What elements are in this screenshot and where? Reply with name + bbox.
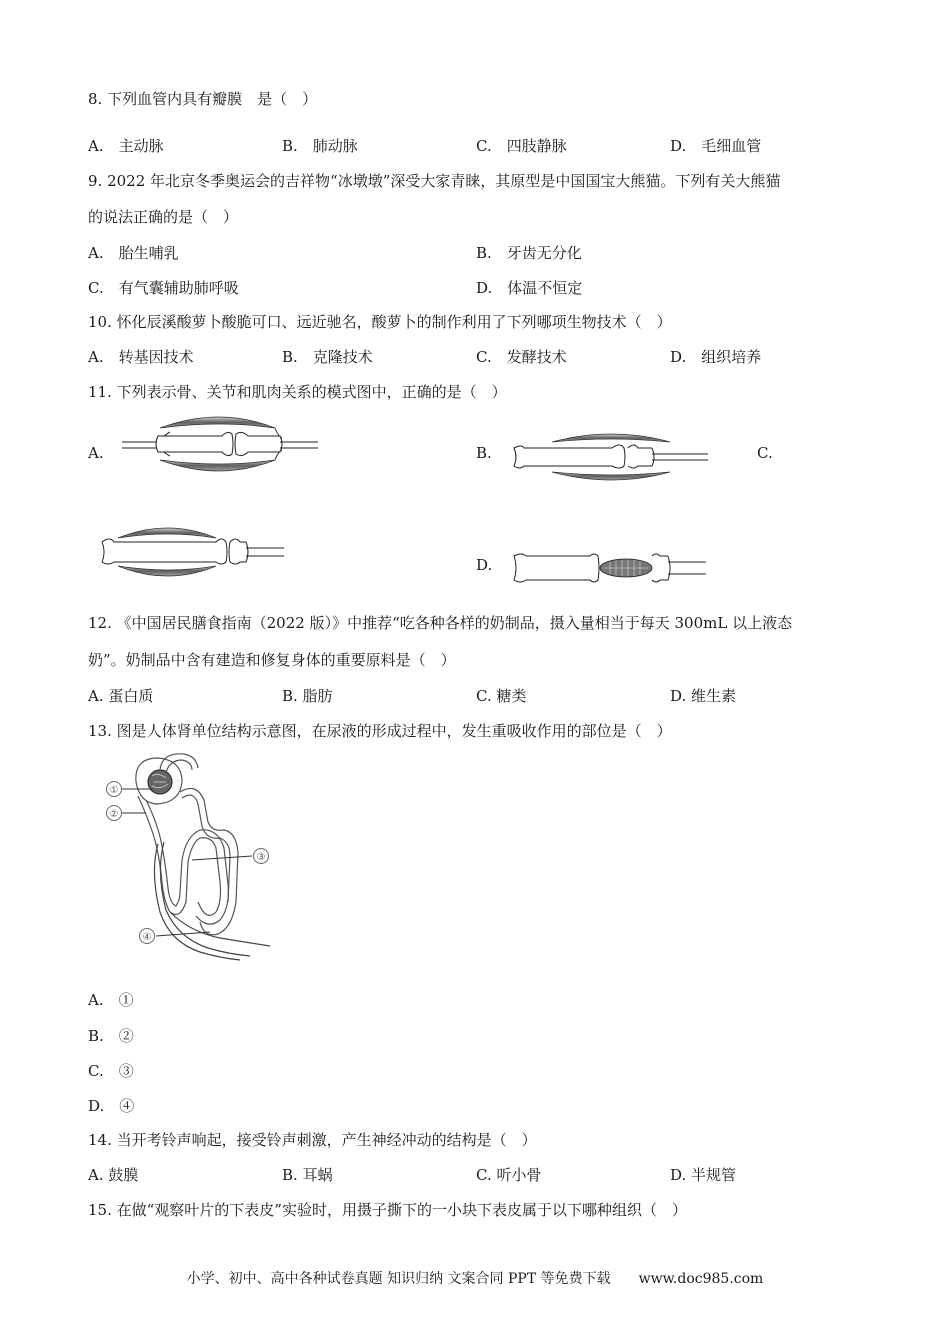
question-13-stem: 13. 图是人体肾单位结构示意图，在尿液的形成过程中，发生重吸收作用的部位是（ ） [88, 722, 672, 740]
muscle-diagram-b [512, 430, 712, 486]
nephron-label-4: ④ [142, 932, 152, 943]
q13-option-d[interactable]: D. ④ [88, 1097, 135, 1115]
q12-option-c[interactable]: C. 糖类 [476, 687, 527, 705]
q9-option-b[interactable]: B. 牙齿无分化 [476, 244, 582, 262]
q11-option-d[interactable]: D. [476, 556, 493, 574]
question-11-stem: 11. 下列表示骨、关节和肌肉关系的模式图中，正确的是（ ） [88, 383, 507, 401]
muscle-diagram-a [120, 412, 320, 474]
q14-option-b[interactable]: B. 耳蜗 [282, 1166, 333, 1184]
q10-option-b[interactable]: B. 克隆技术 [282, 348, 373, 366]
question-9-stem-line1: 9. 2022 年北京冬季奥运会的吉祥物“冰墩墩”深受大家青睐，其原型是中国国宝大熊猫。下列有关大熊猫 [88, 172, 781, 190]
q11-option-b[interactable]: B. [476, 444, 492, 462]
q14-option-a[interactable]: A. 鼓膜 [88, 1166, 139, 1184]
q8-option-b[interactable]: B. 肺动脉 [282, 137, 358, 155]
q8-option-c[interactable]: C. 四肢静脉 [476, 137, 567, 155]
question-10-stem: 10. 怀化辰溪酸萝卜酸脆可口、远近驰名，酸萝卜的制作利用了下列哪项生物技术（ ） [88, 313, 672, 331]
q10-option-a[interactable]: A. 转基因技术 [88, 348, 194, 366]
q12-option-b[interactable]: B. 脂肪 [282, 687, 333, 705]
question-8-stem: 8. 下列血管内具有瓣膜 是（ ） [88, 90, 318, 108]
q13-option-c[interactable]: C. ③ [88, 1062, 134, 1080]
q12-option-d[interactable]: D. 维生素 [670, 687, 737, 705]
q10-option-c[interactable]: C. 发酵技术 [476, 348, 567, 366]
q12-option-a[interactable]: A. 蛋白质 [88, 687, 154, 705]
q13-option-a[interactable]: A. ① [88, 991, 134, 1009]
question-12-stem-line1: 12. 《中国居民膳食指南（2022 版）》中推荐“吃各种各样的奶制品，摄入量相当于每天 300mL 以上液态 [88, 614, 793, 632]
q14-option-c[interactable]: C. 听小骨 [476, 1166, 542, 1184]
question-15-stem: 15. 在做“观察叶片的下表皮”实验时，用摄子撕下的一小块下表皮属于以下哪种组织（ ） [88, 1201, 687, 1219]
question-12-stem-line2: 奶”。奶制品中含有建造和修复身体的重要原料是（ ） [88, 651, 456, 669]
q9-option-d[interactable]: D. 体温不恒定 [476, 279, 583, 297]
q11-option-c[interactable]: C. [757, 444, 773, 462]
question-14-stem: 14. 当开考铃声响起，接受铃声刺激，产生神经冲动的结构是（ ） [88, 1131, 537, 1149]
q8-option-d[interactable]: D. 毛细血管 [670, 137, 762, 155]
muscle-diagram-c [98, 524, 288, 580]
q9-option-c[interactable]: C. 有气囊辅助肺呼吸 [88, 279, 239, 297]
question-9-stem-line2: 的说法正确的是（ ） [88, 208, 239, 226]
page-footer: 小学、初中、高中各种试卷真题 知识归纳 文案合同 PPT 等免费下载 www.doc985.com [186, 1271, 764, 1287]
q10-option-d[interactable]: D. 组织培养 [670, 348, 762, 366]
q11-option-a[interactable]: A. [88, 444, 104, 462]
q14-option-d[interactable]: D. 半规管 [670, 1166, 737, 1184]
nephron-label-3: ③ [256, 852, 266, 863]
muscle-diagram-d [512, 550, 708, 586]
nephron-label-1: ① [109, 785, 119, 796]
q8-option-a[interactable]: A. 主动脉 [88, 137, 164, 155]
q9-option-a[interactable]: A. 胎生哺乳 [88, 244, 179, 262]
nephron-diagram [100, 752, 290, 962]
nephron-label-2: ② [109, 809, 119, 820]
q13-option-b[interactable]: B. ② [88, 1027, 134, 1045]
